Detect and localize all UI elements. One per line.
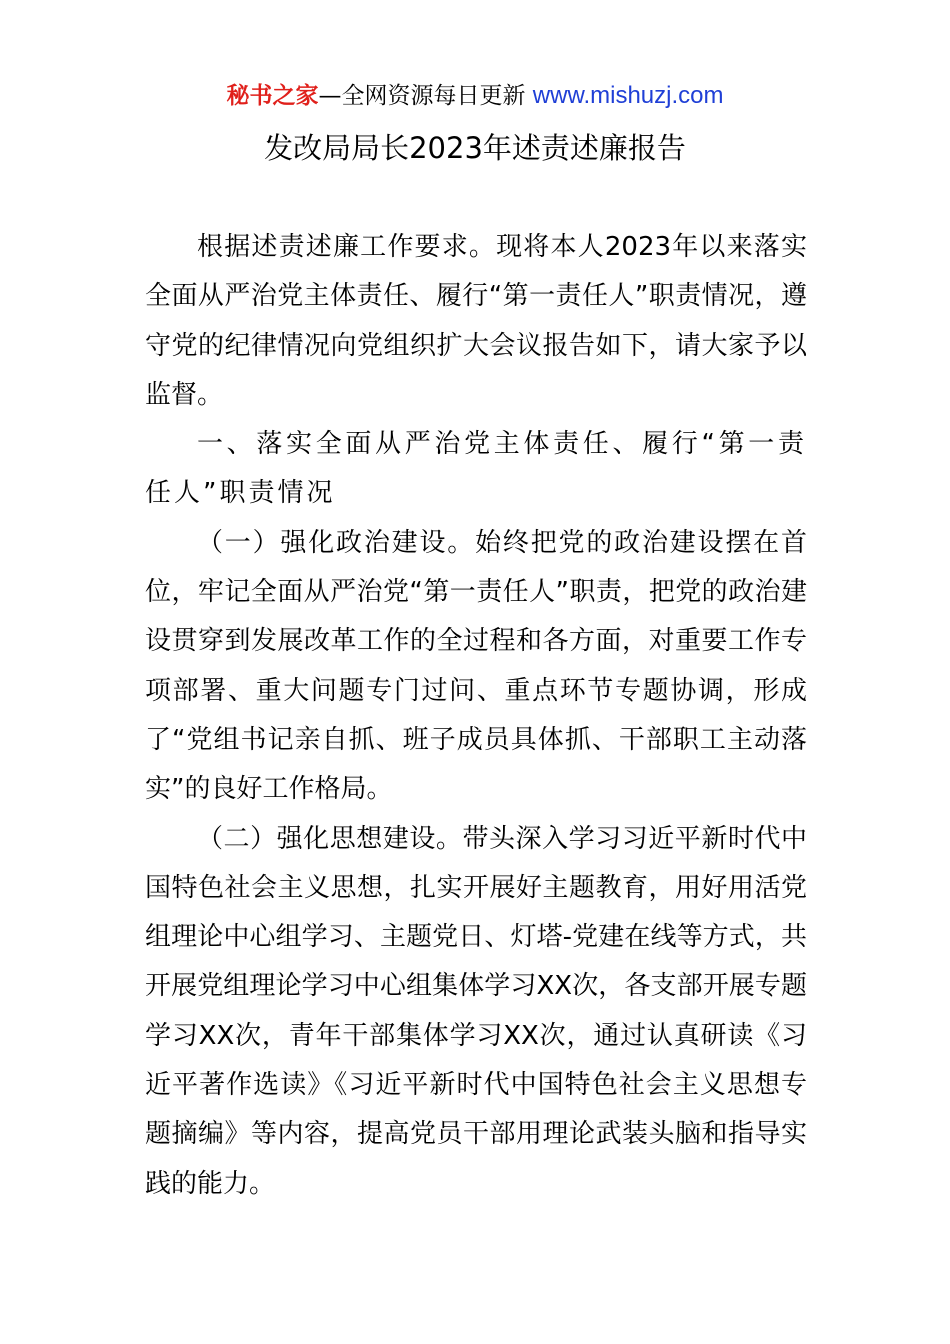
paragraph-ideological-construction: （二）强化思想建设。带头深入学习习近平新时代中国特色社会主义思想，扎实开展好主题教育，用好用活党组理论中心组学习、主题党日、灯塔-党建在线等方式，共开展党组理论学习中心组集体学习XX次，各支部开展专题学习XX次，青年干部集体学习XX次，通过认真研读《习近平著作选读》《习近平新时代中国特色社会主义思想专题摘编》等内容，提高党员干部用理论武装头脑和指导实践的能力。 — [145, 823, 807, 1199]
paragraph-political-construction: （一）强化政治建设。始终把党的政治建设摆在首位，牢记全面从严治党“第一责任人”职责，把党的政治建设贯穿到发展改革工作的全过程和各方面，对重要工作专项部署、重大问题专门过问、重点环节专题协调，形成了“党组书记亲自抓、班子成员具体抓、干部职工主动落实”的良好工作格局。 — [145, 527, 807, 805]
site-url-link[interactable]: www.mishuzj.com — [532, 82, 724, 109]
site-tagline: —全网资源每日更新 — [318, 83, 533, 109]
document-title: 发改局局长2023年述责述廉报告 — [264, 131, 686, 165]
site-brand: 秘书之家 — [226, 83, 319, 109]
section-heading-1: 一、落实全面从严治党主体责任、履行“第一责任人”职责情况 — [145, 429, 807, 509]
document-body — [145, 223, 807, 1209]
site-header — [0, 80, 950, 112]
paragraph-intro: 根据述责述廉工作要求。现将本人2023年以来落实全面从严治党主体责任、履行“第一责任人”职责情况，遵守党的纪律情况向党组织扩大会议报告如下，请大家予以监督。 — [145, 232, 807, 410]
